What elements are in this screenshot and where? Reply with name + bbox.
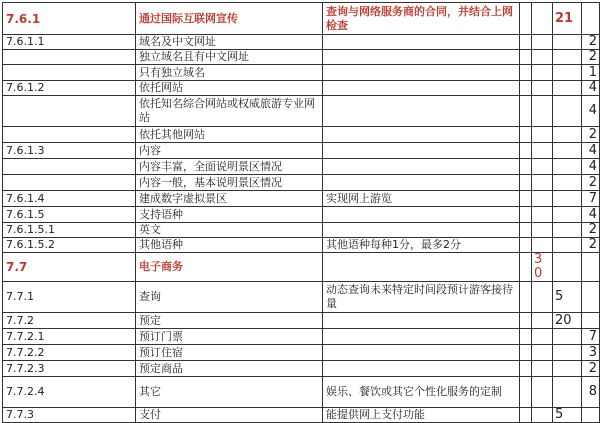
table-cell-c7 bbox=[582, 408, 600, 423]
table-cell-id bbox=[3, 175, 136, 191]
table-row bbox=[3, 377, 600, 408]
table-cell-id: 7.6.1.5.1 bbox=[3, 223, 136, 238]
table-cell-c4 bbox=[520, 361, 532, 377]
table-cell-c4 bbox=[520, 207, 532, 223]
table-row bbox=[3, 35, 600, 50]
table-row bbox=[3, 50, 600, 65]
table-cell-c7: 4 bbox=[582, 159, 600, 175]
table-cell-c4 bbox=[520, 408, 532, 423]
table-cell-c4 bbox=[520, 143, 532, 159]
table-row bbox=[3, 3, 600, 35]
table-cell-c7: 7 bbox=[582, 329, 600, 345]
table-cell-c4 bbox=[520, 35, 532, 50]
table-cell-c5 bbox=[532, 65, 553, 81]
table-cell-id: 7.6.1.3 bbox=[3, 143, 136, 159]
scoring-table bbox=[2, 2, 600, 423]
table-cell-item: 依托网站 bbox=[136, 81, 323, 96]
table-cell-c4 bbox=[520, 127, 532, 143]
table-cell-note bbox=[323, 65, 520, 81]
table-cell-c7 bbox=[582, 313, 600, 329]
table-cell-c6 bbox=[553, 223, 582, 238]
table-cell-c4 bbox=[520, 81, 532, 96]
table-cell-id bbox=[3, 96, 136, 127]
table-cell-item: 建成数字虚拟景区 bbox=[136, 191, 323, 207]
table-row bbox=[3, 253, 600, 282]
table-cell-note bbox=[323, 143, 520, 159]
table-row bbox=[3, 96, 600, 127]
table-cell-id bbox=[3, 65, 136, 81]
table-cell-c6 bbox=[553, 238, 582, 253]
table-cell-id: 7.6.1.4 bbox=[3, 191, 136, 207]
table-row bbox=[3, 143, 600, 159]
table-cell-c5 bbox=[532, 175, 553, 191]
table-cell-id: 7.7.1 bbox=[3, 282, 136, 313]
table-cell-item: 查询 bbox=[136, 282, 323, 313]
table-cell-item: 预订住宿 bbox=[136, 345, 323, 361]
table-cell-c5 bbox=[532, 35, 553, 50]
table-cell-c7: 4 bbox=[582, 81, 600, 96]
table-cell-item: 其它 bbox=[136, 377, 323, 408]
table-cell-id: 7.7 bbox=[3, 253, 136, 282]
table-cell-c6 bbox=[553, 81, 582, 96]
table-row bbox=[3, 329, 600, 345]
table-cell-note bbox=[323, 207, 520, 223]
table-cell-c5 bbox=[532, 191, 553, 207]
table-cell-c7: 7 bbox=[582, 191, 600, 207]
table-cell-item: 支付 bbox=[136, 408, 323, 423]
table-cell-c5 bbox=[532, 223, 553, 238]
table-cell-c5 bbox=[532, 313, 553, 329]
table-row bbox=[3, 65, 600, 81]
table-cell-id: 7.6.1.5.2 bbox=[3, 238, 136, 253]
table-cell-c7: 8 bbox=[582, 377, 600, 408]
table-row bbox=[3, 127, 600, 143]
table-cell-c7: 4 bbox=[582, 207, 600, 223]
table-cell-item: 其他语种 bbox=[136, 238, 323, 253]
table-cell-id: 7.7.2 bbox=[3, 313, 136, 329]
table-cell-c5 bbox=[532, 96, 553, 127]
table-cell-item: 电子商务 bbox=[136, 253, 323, 282]
table-cell-c6 bbox=[553, 361, 582, 377]
table-cell-c6 bbox=[553, 207, 582, 223]
table-cell-c5 bbox=[532, 3, 553, 35]
table-cell-c6 bbox=[553, 127, 582, 143]
table-cell-item: 依托其他网站 bbox=[136, 127, 323, 143]
table-cell-note bbox=[323, 223, 520, 238]
table-cell-item: 内容 bbox=[136, 143, 323, 159]
table-cell-c7: 2 bbox=[582, 175, 600, 191]
table-cell-id: 7.6.1.2 bbox=[3, 81, 136, 96]
table-cell-c4 bbox=[520, 313, 532, 329]
table-cell-note bbox=[323, 253, 520, 282]
table-cell-c5 bbox=[532, 50, 553, 65]
table-cell-item: 通过国际互联网宣传 bbox=[136, 3, 323, 35]
table-cell-c5 bbox=[532, 345, 553, 361]
table-cell-c5 bbox=[532, 143, 553, 159]
table-cell-c4 bbox=[520, 191, 532, 207]
table-cell-note bbox=[323, 127, 520, 143]
table-cell-id bbox=[3, 50, 136, 65]
table-cell-note bbox=[323, 50, 520, 65]
table-cell-note bbox=[323, 175, 520, 191]
table-cell-c6 bbox=[553, 96, 582, 127]
table-cell-c4 bbox=[520, 96, 532, 127]
table-cell-item: 依托知名综合网站或权威旅游专业网站 bbox=[136, 96, 323, 127]
table-row bbox=[3, 191, 600, 207]
table-cell-c4 bbox=[520, 253, 532, 282]
table-cell-id: 7.6.1 bbox=[3, 3, 136, 35]
table-cell-id: 7.7.2.3 bbox=[3, 361, 136, 377]
table-cell-c6 bbox=[553, 191, 582, 207]
table-cell-c4 bbox=[520, 329, 532, 345]
table-cell-c4 bbox=[520, 377, 532, 408]
table-cell-c7: 3 bbox=[582, 345, 600, 361]
table-cell-c4 bbox=[520, 223, 532, 238]
table-cell-item: 域名及中文网址 bbox=[136, 35, 323, 50]
table-cell-c5 bbox=[532, 127, 553, 143]
table-cell-item: 预订门票 bbox=[136, 329, 323, 345]
table-row bbox=[3, 313, 600, 329]
table-cell-note: 动态查询未来特定时间段预计游客接待量 bbox=[323, 282, 520, 313]
table-cell-item: 独立域名且有中文网址 bbox=[136, 50, 323, 65]
table-cell-note bbox=[323, 313, 520, 329]
table-row bbox=[3, 81, 600, 96]
table-cell-c4 bbox=[520, 3, 532, 35]
table-cell-c7: 4 bbox=[582, 143, 600, 159]
table-cell-c4 bbox=[520, 345, 532, 361]
table-cell-note bbox=[323, 345, 520, 361]
table-cell-c6 bbox=[553, 143, 582, 159]
table-cell-c5: 30 bbox=[532, 253, 553, 282]
table-cell-c5 bbox=[532, 377, 553, 408]
table-cell-item: 内容一般，基本说明景区情况 bbox=[136, 175, 323, 191]
table-cell-c7: 4 bbox=[582, 96, 600, 127]
table-row bbox=[3, 408, 600, 423]
table-cell-c6 bbox=[553, 50, 582, 65]
table-cell-c4 bbox=[520, 175, 532, 191]
table-cell-c6 bbox=[553, 253, 582, 282]
table-cell-c5 bbox=[532, 238, 553, 253]
table-cell-c7: 2 bbox=[582, 50, 600, 65]
table-cell-id: 7.6.1.5 bbox=[3, 207, 136, 223]
table-cell-note bbox=[323, 329, 520, 345]
table-cell-c7: 2 bbox=[582, 127, 600, 143]
table-cell-c7: 1 bbox=[582, 65, 600, 81]
table-cell-c5 bbox=[532, 282, 553, 313]
table-row bbox=[3, 175, 600, 191]
table-cell-c5 bbox=[532, 408, 553, 423]
table-cell-c7: 2 bbox=[582, 361, 600, 377]
table-cell-id: 7.7.2.2 bbox=[3, 345, 136, 361]
table-cell-c4 bbox=[520, 159, 532, 175]
table-cell-id bbox=[3, 127, 136, 143]
table-cell-c7 bbox=[582, 253, 600, 282]
table-cell-item: 预定 bbox=[136, 313, 323, 329]
table-cell-c5 bbox=[532, 81, 553, 96]
table-cell-c4 bbox=[520, 238, 532, 253]
table-cell-c5 bbox=[532, 207, 553, 223]
table-cell-id: 7.6.1.1 bbox=[3, 35, 136, 50]
table-cell-note: 实现网上游览 bbox=[323, 191, 520, 207]
table-row bbox=[3, 223, 600, 238]
table-cell-c6 bbox=[553, 329, 582, 345]
table-cell-item: 只有独立域名 bbox=[136, 65, 323, 81]
table-cell-note bbox=[323, 159, 520, 175]
table-cell-id: 7.7.3 bbox=[3, 408, 136, 423]
table-cell-c6 bbox=[553, 175, 582, 191]
table-cell-c5 bbox=[532, 329, 553, 345]
table-cell-c6: 5 bbox=[553, 408, 582, 423]
table-cell-c6 bbox=[553, 159, 582, 175]
table-cell-c4 bbox=[520, 65, 532, 81]
table-cell-c6: 5 bbox=[553, 282, 582, 313]
table-cell-note: 能提供网上支付功能 bbox=[323, 408, 520, 423]
table-row bbox=[3, 238, 600, 253]
table-row bbox=[3, 361, 600, 377]
table-cell-c4 bbox=[520, 282, 532, 313]
table-cell-c7: 2 bbox=[582, 223, 600, 238]
table-cell-c4 bbox=[520, 50, 532, 65]
table-cell-item: 内容丰富，全面说明景区情况 bbox=[136, 159, 323, 175]
table-cell-id bbox=[3, 159, 136, 175]
table-cell-c7: 2 bbox=[582, 35, 600, 50]
table-cell-id: 7.7.2.1 bbox=[3, 329, 136, 345]
table-cell-c7: 2 bbox=[582, 238, 600, 253]
table-cell-id: 7.7.2.4 bbox=[3, 377, 136, 408]
table-cell-c5 bbox=[532, 361, 553, 377]
table-cell-note bbox=[323, 96, 520, 127]
table-cell-note bbox=[323, 35, 520, 50]
table-cell-note: 娱乐、餐饮或其它个性化服务的定制 bbox=[323, 377, 520, 408]
table-row bbox=[3, 345, 600, 361]
table-cell-item: 预定商品 bbox=[136, 361, 323, 377]
table-cell-c7 bbox=[582, 282, 600, 313]
table-cell-c6 bbox=[553, 65, 582, 81]
table-row bbox=[3, 207, 600, 223]
table-cell-item: 支持语种 bbox=[136, 207, 323, 223]
table-cell-note: 其他语种每种1分，最多2分 bbox=[323, 238, 520, 253]
table-cell-c6: 21 bbox=[553, 3, 582, 35]
table-cell-c6 bbox=[553, 35, 582, 50]
table-cell-c5 bbox=[532, 159, 553, 175]
table-cell-note bbox=[323, 81, 520, 96]
table-row bbox=[3, 282, 600, 313]
table-cell-note bbox=[323, 361, 520, 377]
table-cell-note: 查询与网络服务商的合同，并结合上网检查 bbox=[323, 3, 520, 35]
table-cell-c6 bbox=[553, 345, 582, 361]
table-cell-c6 bbox=[553, 377, 582, 408]
table-cell-c7 bbox=[582, 3, 600, 35]
table-row bbox=[3, 159, 600, 175]
table-cell-c6: 20 bbox=[553, 313, 582, 329]
table-cell-item: 英文 bbox=[136, 223, 323, 238]
